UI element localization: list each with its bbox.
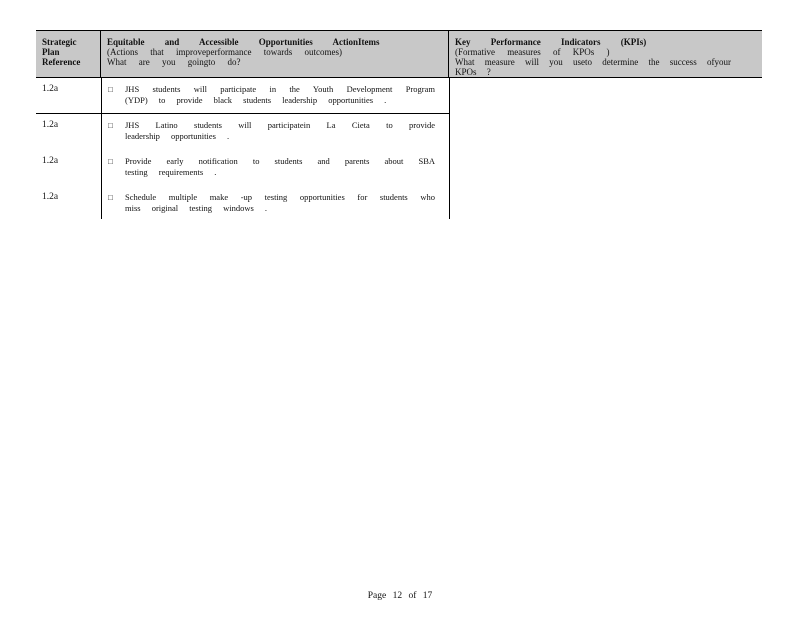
header-ref-line-1: Strategic	[42, 37, 77, 47]
table-body	[36, 77, 762, 219]
header-ref-line-2: Plan	[42, 47, 60, 57]
column-divider-ref	[101, 77, 102, 219]
strategic-plan-ref: 1.2a	[42, 120, 59, 130]
header-ref-line-3: Reference	[42, 57, 81, 67]
column-divider-actions	[449, 77, 450, 219]
square-bullet-icon: □	[108, 121, 113, 130]
action-item-text: Provide early notification to students and parents about SBA testing requirements .	[125, 156, 435, 177]
action-item-text: JHS Latino students will participatein La Cieta to provide leadership opportunities .	[125, 120, 435, 141]
page-number: Page 12 of 17	[367, 591, 433, 601]
square-bullet-icon: □	[108, 157, 113, 166]
action-item-text: Schedule multiple make -up testing opportunities for students who miss original testing windows .	[125, 192, 435, 213]
square-bullet-icon: □	[108, 193, 113, 202]
header-kpi	[449, 31, 762, 77]
square-bullet-icon: □	[108, 85, 113, 94]
header-action-items	[101, 31, 449, 77]
header-action-items-question: What are you goingto do?	[107, 57, 241, 67]
header-kpi-title: Key Performance Indicators (KPIs)	[455, 37, 647, 47]
action-item-text: JHS students will participate in the Youth Development Program (YDP) to provide black students leadership opportunities .	[125, 84, 435, 105]
strategic-plan-ref: 1.2a	[42, 156, 59, 166]
header-kpi-question: What measure will you useto determine the success ofyour KPOs ?	[455, 57, 731, 77]
header-action-items-title: Equitable and Accessible Opportunities ActionItems	[107, 37, 380, 47]
header-strategic-plan-reference	[36, 31, 101, 77]
row-divider	[36, 113, 450, 114]
strategic-plan-ref: 1.2a	[42, 192, 59, 202]
header-action-items-subtitle: (Actions that improveperformance towards outcomes)	[107, 47, 342, 57]
header-kpi-subtitle: (Formative measures of KPOs )	[455, 47, 610, 57]
strategic-plan-ref: 1.2a	[42, 84, 59, 94]
table-header-row	[36, 30, 762, 78]
